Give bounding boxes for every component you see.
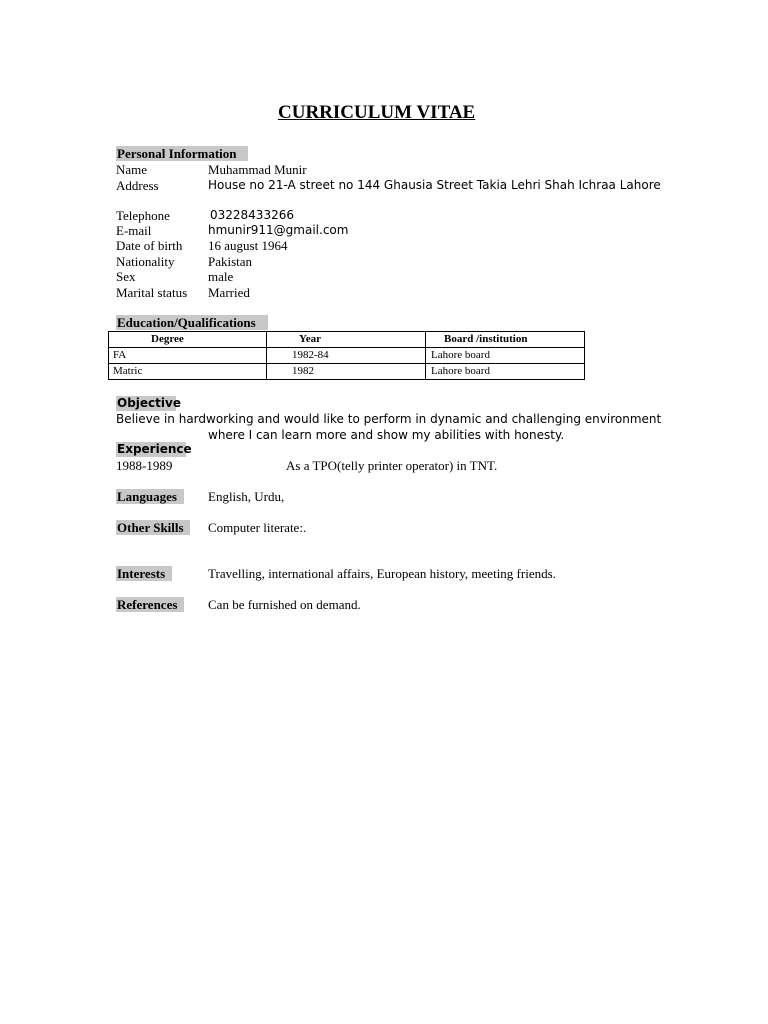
degree-cell: Matric (109, 364, 267, 380)
column-header-degree: Degree (109, 332, 267, 348)
name-value: Muhammad Munir (208, 162, 307, 177)
table-header-row (109, 332, 585, 348)
nationality-label: Nationality (116, 254, 175, 269)
experience-period: 1988-1989 (116, 458, 173, 473)
references-value: Can be furnished on demand. (208, 597, 361, 612)
dob-value: 16 august 1964 (208, 238, 288, 253)
table-row (109, 348, 585, 364)
column-header-board: Board /institution (426, 332, 585, 348)
email-label: E-mail (116, 223, 152, 238)
dob-label: Date of birth (116, 238, 183, 253)
board-cell: Lahore board (426, 364, 585, 380)
objective-line-1: Believe in hardworking and would like to perform in dynamic and challenging environment (116, 412, 662, 426)
references-heading: References (116, 597, 184, 612)
marital-label: Marital status (116, 285, 188, 300)
sex-label: Sex (116, 269, 136, 284)
experience-description: As a TPO(telly printer operator) in TNT. (286, 458, 498, 473)
year-cell: 1982-84 (267, 348, 426, 364)
sex-value: male (208, 269, 234, 284)
telephone-value: 03228433266 (210, 208, 294, 222)
objective-line-2: where I can learn more and show my abilities with honesty. (208, 428, 565, 442)
objective-heading: Objective (117, 396, 181, 410)
education-heading: Education/Qualifications (116, 315, 268, 330)
nationality-value: Pakistan (208, 254, 253, 269)
email-value: hmunir911@gmail.com (208, 223, 349, 237)
column-header-year: Year (267, 332, 426, 348)
board-cell: Lahore board (426, 348, 585, 364)
experience-heading: Experience (117, 442, 192, 456)
address-value: House no 21-A street no 144 Ghausia Street Takia Lehri Shah Ichraa Lahore (208, 178, 661, 192)
other-skills-value: Computer literate:. (208, 520, 307, 535)
telephone-label: Telephone (116, 208, 170, 223)
personal-info-heading: Personal Information (116, 146, 248, 161)
name-label: Name (116, 162, 148, 177)
languages-value: English, Urdu, (208, 489, 285, 504)
table-row (109, 364, 585, 380)
year-cell: 1982 (267, 364, 426, 380)
marital-value: Married (208, 285, 250, 300)
languages-heading: Languages (116, 489, 184, 504)
interests-value: Travelling, international affairs, European history, meeting friends. (208, 566, 556, 581)
address-label: Address (116, 178, 159, 193)
page-title: CURRICULUM VITAE (278, 102, 476, 123)
interests-heading: Interests (116, 566, 172, 581)
education-table (108, 331, 585, 380)
degree-cell: FA (109, 348, 267, 364)
other-skills-heading: Other Skills (116, 520, 190, 535)
